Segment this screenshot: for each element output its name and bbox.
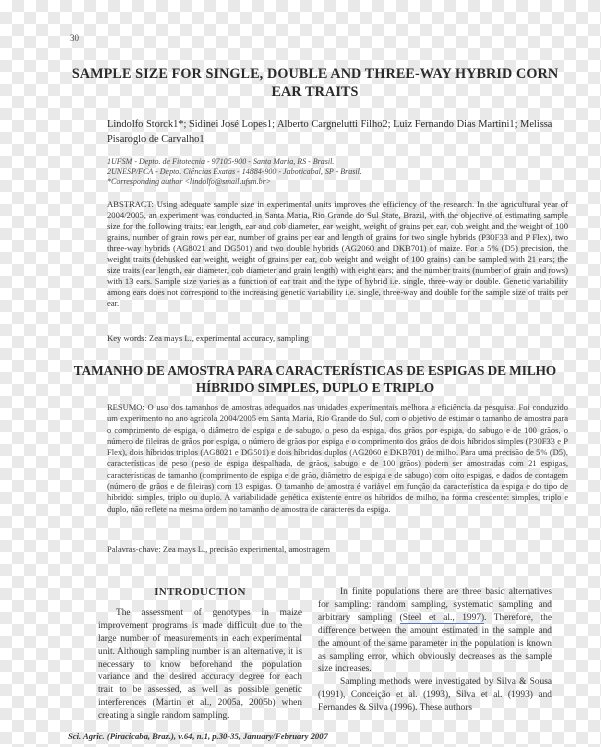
right-column (318, 586, 552, 715)
portuguese-title: TAMANHO DE AMOSTRA PARA CARACTERÍSTICAS DE ESPIGAS DE MILHO HÍBRIDO SIMPLES, DUPLO E TRIPLO (73, 363, 557, 395)
paper-title: SAMPLE SIZE FOR SINGLE, DOUBLE AND THREE-WAY HYBRID CORN EAR TRAITS (71, 66, 559, 100)
page-number: 30 (70, 33, 79, 43)
citation-link[interactable]: (Steel et al., 1997) (399, 612, 485, 623)
journal-footer: Sci. Agric. (Piracicaba, Braz.), v.64, n.1, p.30-35, January/February 2007 (68, 731, 328, 741)
affiliation-1: 1UFSM - Depto. de Fitotecnia - 97105-900 - Santa Maria, RS - Brasil. (107, 157, 335, 166)
corresponding-author: *Corresponding author <lindolfo@smail.ufsm.br> (107, 177, 272, 186)
intro-paragraph-right-2: Sampling methods were investigated by Silva & Sousa (1991), Conceição et al. (1993), Silva et al. (1993) and Fernandes & Silva (1996). These authors (318, 677, 552, 714)
paper-page (10, 0, 590, 747)
palavras-chave: Palavras-chave: Zea mays L., precisão experimental, amostragem (107, 544, 331, 554)
introduction-heading: INTRODUCTION (154, 586, 246, 598)
keywords: Key words: Zea mays L., experimental accuracy, sampling (107, 333, 309, 343)
abstract: ABSTRACT: Using adequate sample size in experimental units improves the efficiency of the research. In the agricultural year of 2004/2005, an experiment was conducted in Santa Maria, Rio Grande do Sul State, Brazil, with the objective of estimating sample size for the following traits: ear length, ear and cob diameter, ear weight, weight of grains per ear, cob weight and the weight of 100 grains, number of grain rows per ear, number of grains per ear and length of grains for two single hybrids (P30F33 and P Flex), two three-way hybrids (AG8021 and DG501) and two double hybrids (AG2060 and DKB701) of maize. For a 5% (D5) precision, the weight traits (dehusked ear weight, weight of grains per ear, cob weight and weight of 100 grains) can be sampled with 21 ears; the size traits (ear length, ear diameter, cob diameter and grain length) with eight ears; and the number traits (number of grain and rows) with 13 ears. Sample size varies as a function of ear trait and the type of hybrid i.e. single, three-way or double. Genetic variability among ears does not correspond to the increasing genetic variability i.e. single, three-way and double for the sample size of traits per ear. (107, 199, 568, 308)
left-column (98, 586, 302, 723)
affiliations (107, 157, 547, 187)
affiliation-2: 2UNESP/FCA - Depto. Ciências Exatas - 14884-900 - Jaboticabal, SP - Brasil. (107, 167, 362, 176)
intro-paragraph-left: The assessment of genotypes in maize improvement programs is made difficult due to the large number of measurements in each experimental unit. Although sampling number is an alternative, it is necessary to know beforehand the population variance and the desired accuracy degree for each trait to be assessed, as well as possible genetic interferences (Martin et al., 2005a, 2005b) when creating a single random sampling. (98, 607, 302, 722)
author-list: Lindolfo Storck1*; Sidinei José Lopes1; Alberto Cargnelutti Filho2; Luiz Fernando Dias Martini1; Melissa Pisaroglo de Carvalho1 (107, 119, 553, 145)
resumo: RESUMO: O uso dos tamanhos de amostras adequados nas unidades experimentais melhora a eficiência da pesquisa. Foi conduzido um experimento no ano agrícola 2004/2005 em Santa Maria, Rio Grande do Sul, com o objetivo de estimar o tamanho de amostra para o comprimento de espiga, o diâmetro de espiga e de sabugo, o peso da espiga, dos grãos por espiga, do sabugo e de 100 grãos, o número de fileiras de grãos por espiga, o número de grãos por espiga e o comprimento dos grãos de dois híbridos simples (P30F33 e P Flex), dois híbridos triplos (AG8021 e DG501) e dois híbridos duplos (AG2060 e DKB701) de milho. Para uma precisão de 5% (D5), características de peso (peso de espiga despalhada, de grãos, sabugo e de 100 grãos) podem ser amostradas com 21 espigas, características de tamanho (comprimento de espiga e de grão, diâmetro de espiga e de sabugo) com oito espigas, e dados de contagem (número de grãos e de fileiras) com 13 espigas. O tamanho de amostra é variável em função da característica da espiga e do tipo de híbrido: simples, triplo ou duplo. A variabilidade genética existente entre os híbridos de milho, na forma crescente: simples, triplo e duplo, não reflete na mesma ordem no tamanho de amostra de caracteres da espiga. (107, 402, 568, 514)
intro-paragraph-right-1: In finite populations there are three basic alternatives for sampling: random sampling, systematic sampling and arbitrary sampling (Steel et al., 1997). Therefore, the difference between the amount estimated in the sample and the amount of the same parameter in the population is known as sampling error, which obviously decreases as the sample size increases. (318, 587, 553, 675)
